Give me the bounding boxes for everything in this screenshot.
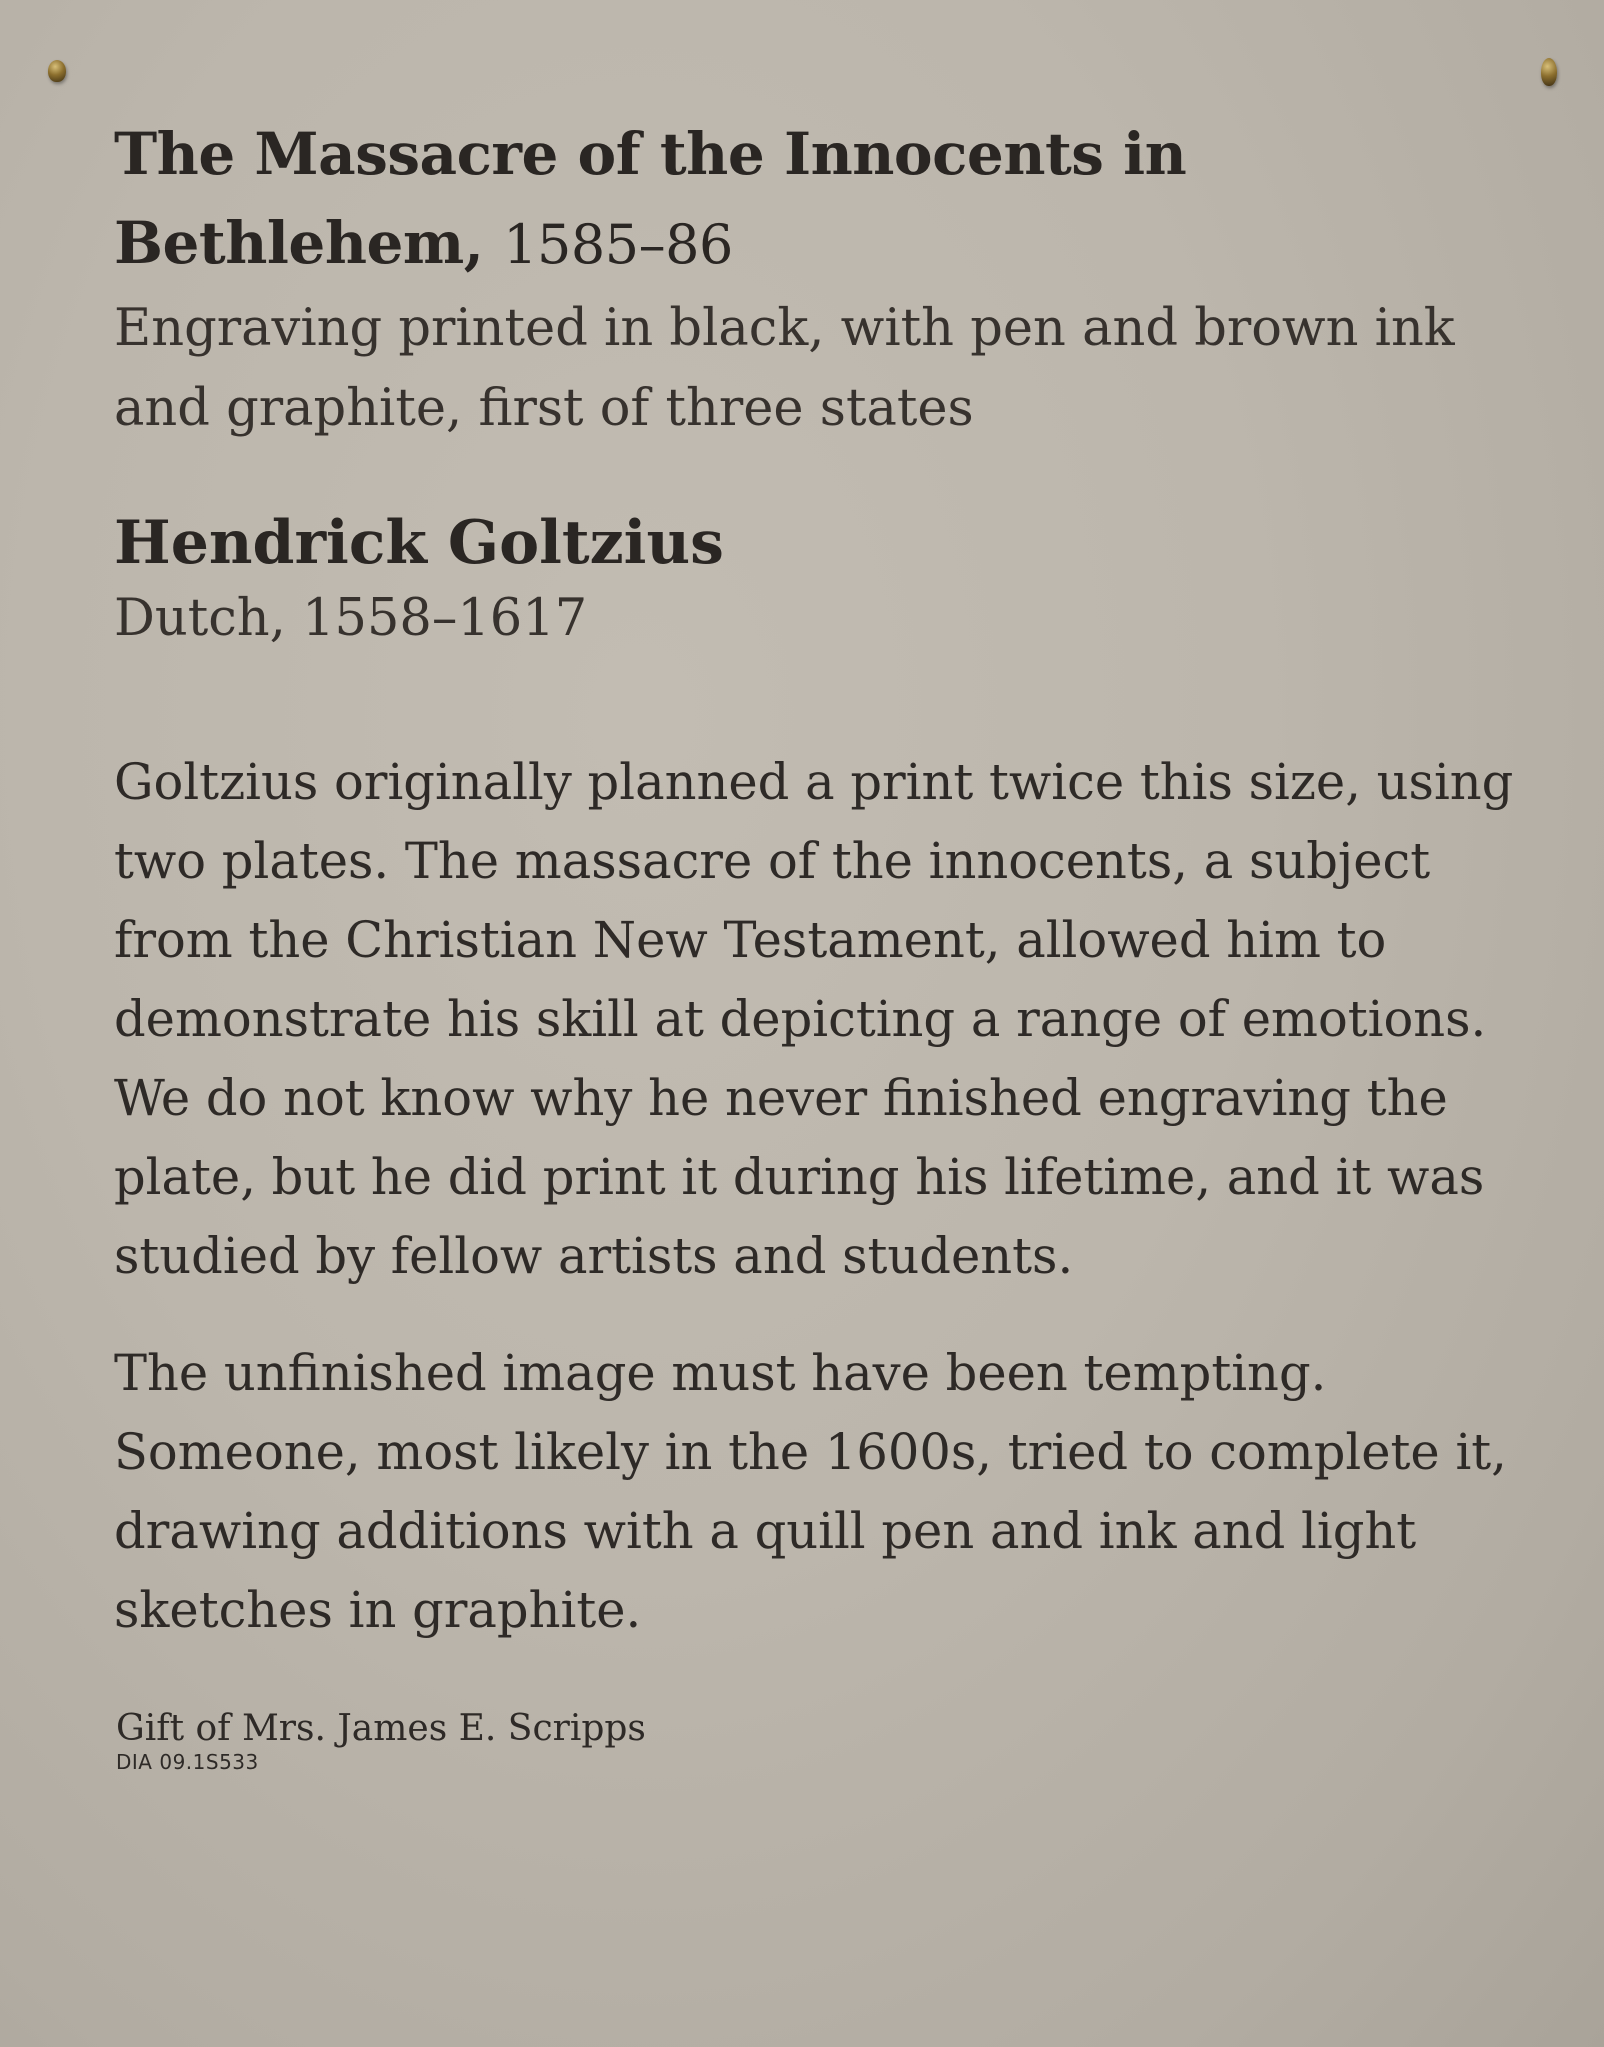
artwork-title-text: The Massacre of the Innocents in Bethlehem, [114,120,1187,277]
artist-name: Hendrick Goltzius [114,508,724,578]
artist-nationality-dates: Dutch, 1558–1617 [114,589,588,648]
accession-number: DIA 09.1S533 [116,1750,259,1774]
brass-pin-icon [1541,58,1557,86]
artwork-title [114,110,1514,289]
brass-pin-icon [48,60,66,82]
museum-wall-label [114,110,1514,1774]
artwork-medium: Engraving printed in black, with pen and brown ink and graphite, first of three states [114,299,1455,438]
credit-line: Gift of Mrs. James E. Scripps [116,1708,646,1749]
description-paragraph-1: Goltzius originally planned a print twice this size, using two plates. The massacre of the innocents, a subject from the Christian New Testament, allowed him to demonstrate his skill at depicting a range of emotions. We do not know why he never finished engraving the plate, but he did print it during his lifetime, and it was studied by fellow artists and students. [114,753,1514,1285]
description-paragraph-2: The unfinished image must have been tempting. Someone, most likely in the 1600s, tried to complete it, drawing additions with a quill pen and ink and light sketches in graphite. [114,1344,1507,1639]
artwork-date: 1585–86 [503,213,733,276]
